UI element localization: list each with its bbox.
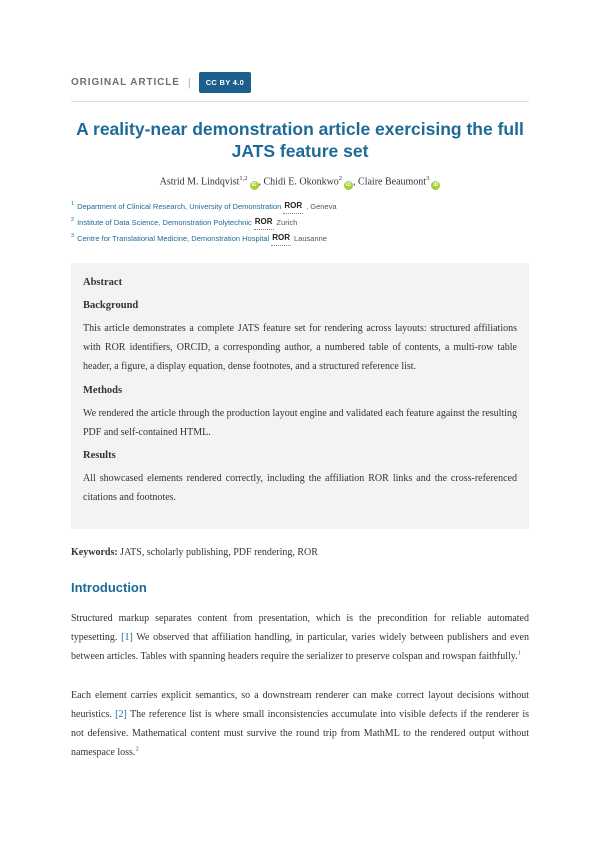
article-header-bar (71, 72, 251, 93)
abstract-section-title: Background (83, 300, 139, 311)
affiliation-number: 3 (71, 233, 75, 239)
abstract-section-title: Results (83, 450, 116, 462)
affiliation-item (71, 214, 529, 230)
affiliation-item (71, 198, 529, 214)
keywords-label: Keywords: (71, 547, 118, 558)
affiliation-name-link[interactable]: Centre for Translational Medicine, Demonstration Hospital (77, 233, 270, 243)
paragraph-text: Each element carries explicit semantics, so a downstream renderer can make correct layout decisions without heuristics. (71, 690, 529, 720)
section-heading-introduction: Introduction (71, 580, 147, 595)
author-affil-ref[interactable]: 1,2 (239, 175, 248, 182)
orcid-icon[interactable]: iD (346, 182, 352, 189)
affiliation-number: 1 (71, 201, 75, 207)
ror-label: ROR (284, 201, 303, 210)
article-type-label: ORIGINAL ARTICLE (71, 77, 180, 88)
article-title: A reality-near demonstration article exercising the full JATS feature set (76, 119, 524, 161)
keywords (71, 547, 529, 558)
author-name[interactable]: Chidi E. Okonkwo (263, 176, 339, 188)
paragraph-text: Structured markup separates content from presentation, which is the precondition for reliable automated typesetting. (71, 613, 529, 643)
abstract-section-text: We rendered the article through the production layout engine and validated each feature against the resulting PDF and self-contained HTML. (83, 407, 517, 438)
paragraph-text: We observed that affiliation handling, in particular, varies widely between publishers and even between articles. Tables with spanning headers require the serializer to preserve colspan and rowspan faithfully. (71, 632, 529, 662)
abstract-section-title: Methods (83, 384, 123, 396)
ror-icon[interactable] (271, 233, 291, 243)
abstract-section-text: All showcased elements rendered correctly, including the affiliation ROR links and the cross-referenced citations and footnotes. (83, 473, 517, 504)
abstract-section-text: This article demonstrates a complete JATS feature set for rendering across layouts: structured affiliations with ROR identifiers, ORCID, a corresponding author, a numbered table of contents, a multi-row table header, a figure, a display equation, dense footnotes, and a structured reference list. (83, 323, 517, 373)
author-name[interactable]: Astrid M. Lindqvist (159, 176, 240, 188)
paragraph-text: The reference list is where small inconsistencies accumulate into visible defects if the renderer is not defensive. Mathematical content must survive the round trip from MathML to the rendered output without namespace loss. (71, 709, 529, 758)
ror-label: ROR (254, 217, 273, 226)
footnote-link[interactable]: 2 (135, 745, 139, 753)
body-paragraph (71, 686, 529, 762)
affiliation-name-link[interactable]: Institute of Data Science, Demonstration Polytechnic (77, 217, 252, 227)
affiliation-city: Zurich (276, 217, 298, 227)
body-paragraph (71, 609, 529, 666)
affiliation-city: , Geneva (306, 201, 337, 211)
orcid-icon[interactable]: iD (433, 182, 439, 189)
author-name[interactable]: Claire Beaumont (358, 176, 427, 188)
ror-label: ROR (272, 233, 291, 242)
footnote-link[interactable]: 1 (517, 649, 521, 657)
license-badge[interactable]: CC BY 4.0 (199, 72, 251, 93)
author-list (71, 175, 529, 190)
author-separator: , (258, 176, 262, 188)
affiliation-number: 2 (71, 217, 75, 223)
header-divider (71, 101, 529, 102)
ror-icon[interactable] (283, 201, 303, 211)
author-affil-ref[interactable]: 2 (338, 175, 343, 182)
affiliation-name-link[interactable]: Department of Clinical Research, University of Demonstration (77, 201, 282, 211)
citation-link[interactable]: [2] (115, 709, 127, 720)
affiliation-list (71, 198, 529, 246)
author-affil-ref[interactable]: 3 (426, 175, 430, 182)
keywords-text: JATS, scholarly publishing, PDF rendering, ROR (120, 547, 318, 558)
ror-icon[interactable] (254, 217, 274, 227)
abstract-box (71, 263, 529, 529)
orcid-icon[interactable]: iD (251, 182, 257, 189)
affiliation-item (71, 230, 529, 246)
author-separator: , (353, 176, 356, 188)
header-separator: | (187, 76, 191, 89)
citation-link[interactable]: [1] (121, 632, 133, 643)
abstract-heading: Abstract (83, 277, 123, 288)
affiliation-city: Lausanne (294, 233, 327, 243)
